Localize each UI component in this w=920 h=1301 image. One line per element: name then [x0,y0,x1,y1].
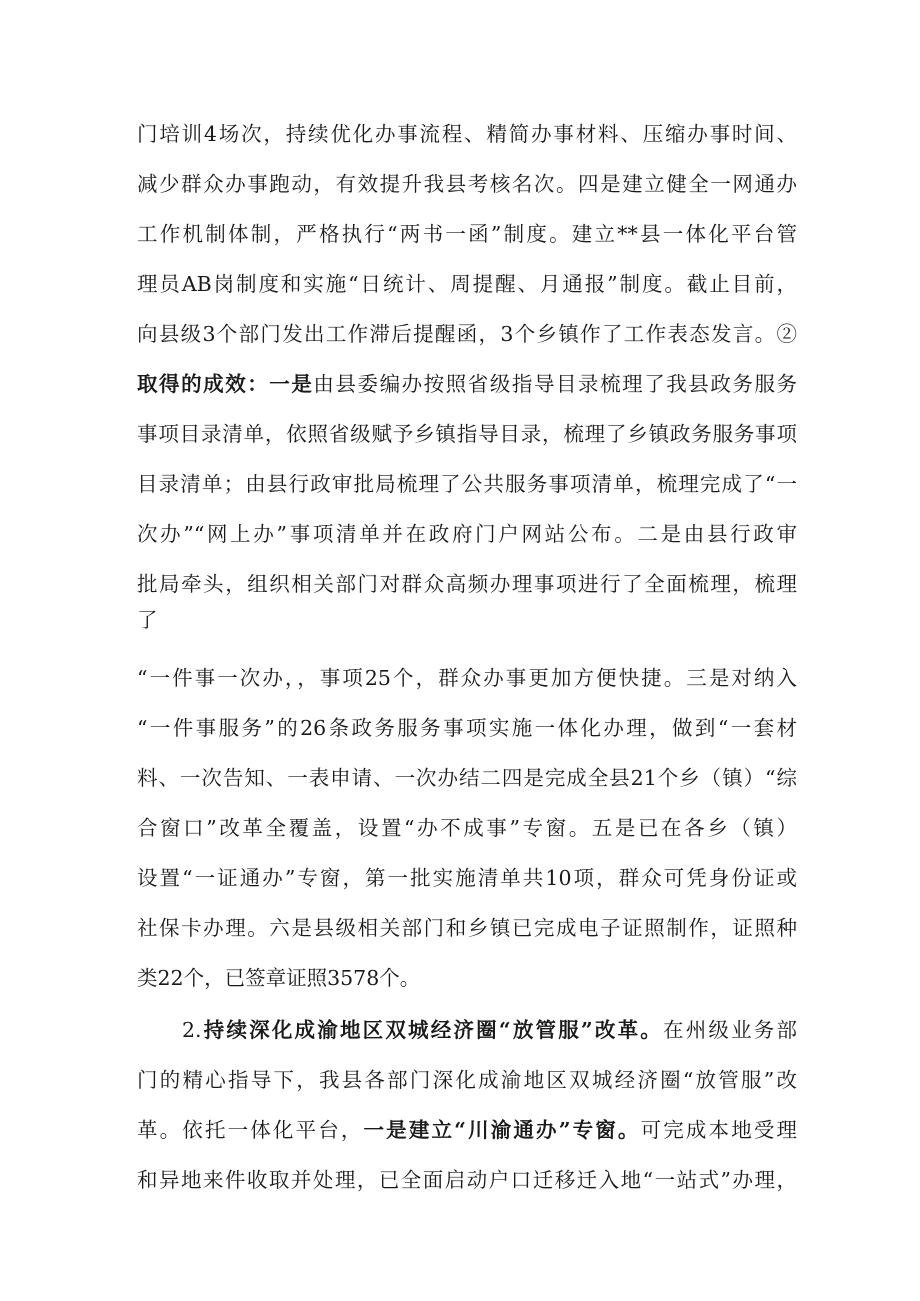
text-line-20: 门的精心指导下，我县各部门深化成渝地区双城经济圈“放管服”改 [137,1068,797,1092]
text-line-6: 取得的成效：一是由县委编办按照省级指导目录梳理了我县政务服务 [137,372,797,396]
text-line-10: 批局牵头，组织相关部门对群众高频办理事项进行了全面梳理，梳理 [137,572,797,596]
text-line-13: “一件事服务”的26条政务服务事项实施一体化办理，做到“一套材 [137,716,797,740]
text-line-7: 事项目录清单，依照省级赋予乡镇指导目录，梳理了乡镇政务服务事项 [137,422,797,446]
text-line-2: 减少群众办事跑动，有效提升我县考核名次。四是建立健全一网通办 [137,172,797,196]
text-line-12: “一件事一次办，，事项25个，群众办事更加方便快捷。三是对纳入 [137,666,797,690]
text-line-4: 理员AB岗制度和实施“日统计、周提醒、月通报”制度。截止目前， [137,272,797,296]
text-line-8: 目录清单；由县行政审批局梳理了公共服务事项清单，梳理完成了“一 [137,472,797,496]
text-line-15: 合窗口”改革全覆盖，设置“办不成事”专窗。五是已在各乡（镇） [137,816,797,840]
text-line-5: 向县级3个部门发出工作滞后提醒函，3个乡镇作了工作表态发言。② [137,322,797,346]
text-line-17: 社保卡办理。六是县级相关部门和乡镇已完成电子证照制作，证照种 [137,916,797,940]
text-line-21: 革。依托一体化平台，一是建立“川渝通办”专窗。可完成本地受理 [137,1118,797,1142]
bold-heading-section-2: 持续深化成渝地区双城经济圈“放管服”改革。 [201,1018,663,1042]
bold-heading-chuanyu: 一是建立“川渝通办”专窗。 [363,1118,641,1142]
text-line-3: 工作机制体制，严格执行“两书一函”制度。建立**县一体化平台管 [137,222,797,246]
section-heading-line: 2.持续深化成渝地区双城经济圈“放管服”改革。在州级业务部 [182,1018,797,1042]
text-line-9: 次办”“网上办”事项清单并在政府门户网站公布。二是由县行政审 [137,522,797,546]
bold-heading-results: 取得的成效：一是 [137,372,314,396]
text-line-11: 了 [137,608,158,632]
text-line-22: 和异地来件收取并处理，已全面启动户口迁移迁入地“一站式”办理， [137,1168,797,1192]
text-line-16: 设置“一证通办”专窗，第一批实施清单共10项，群众可凭身份证或 [137,866,797,890]
text-line-14: 料、一次告知、一表申请、一次办结二四是完成全县21个乡（镇）“综 [137,766,797,790]
text-line-18: 类22个，已签章证照3578个。 [137,966,421,990]
text-line-1: 门培训4场次，持续优化办事流程、精简办事材料、压缩办事时间、 [137,122,797,146]
